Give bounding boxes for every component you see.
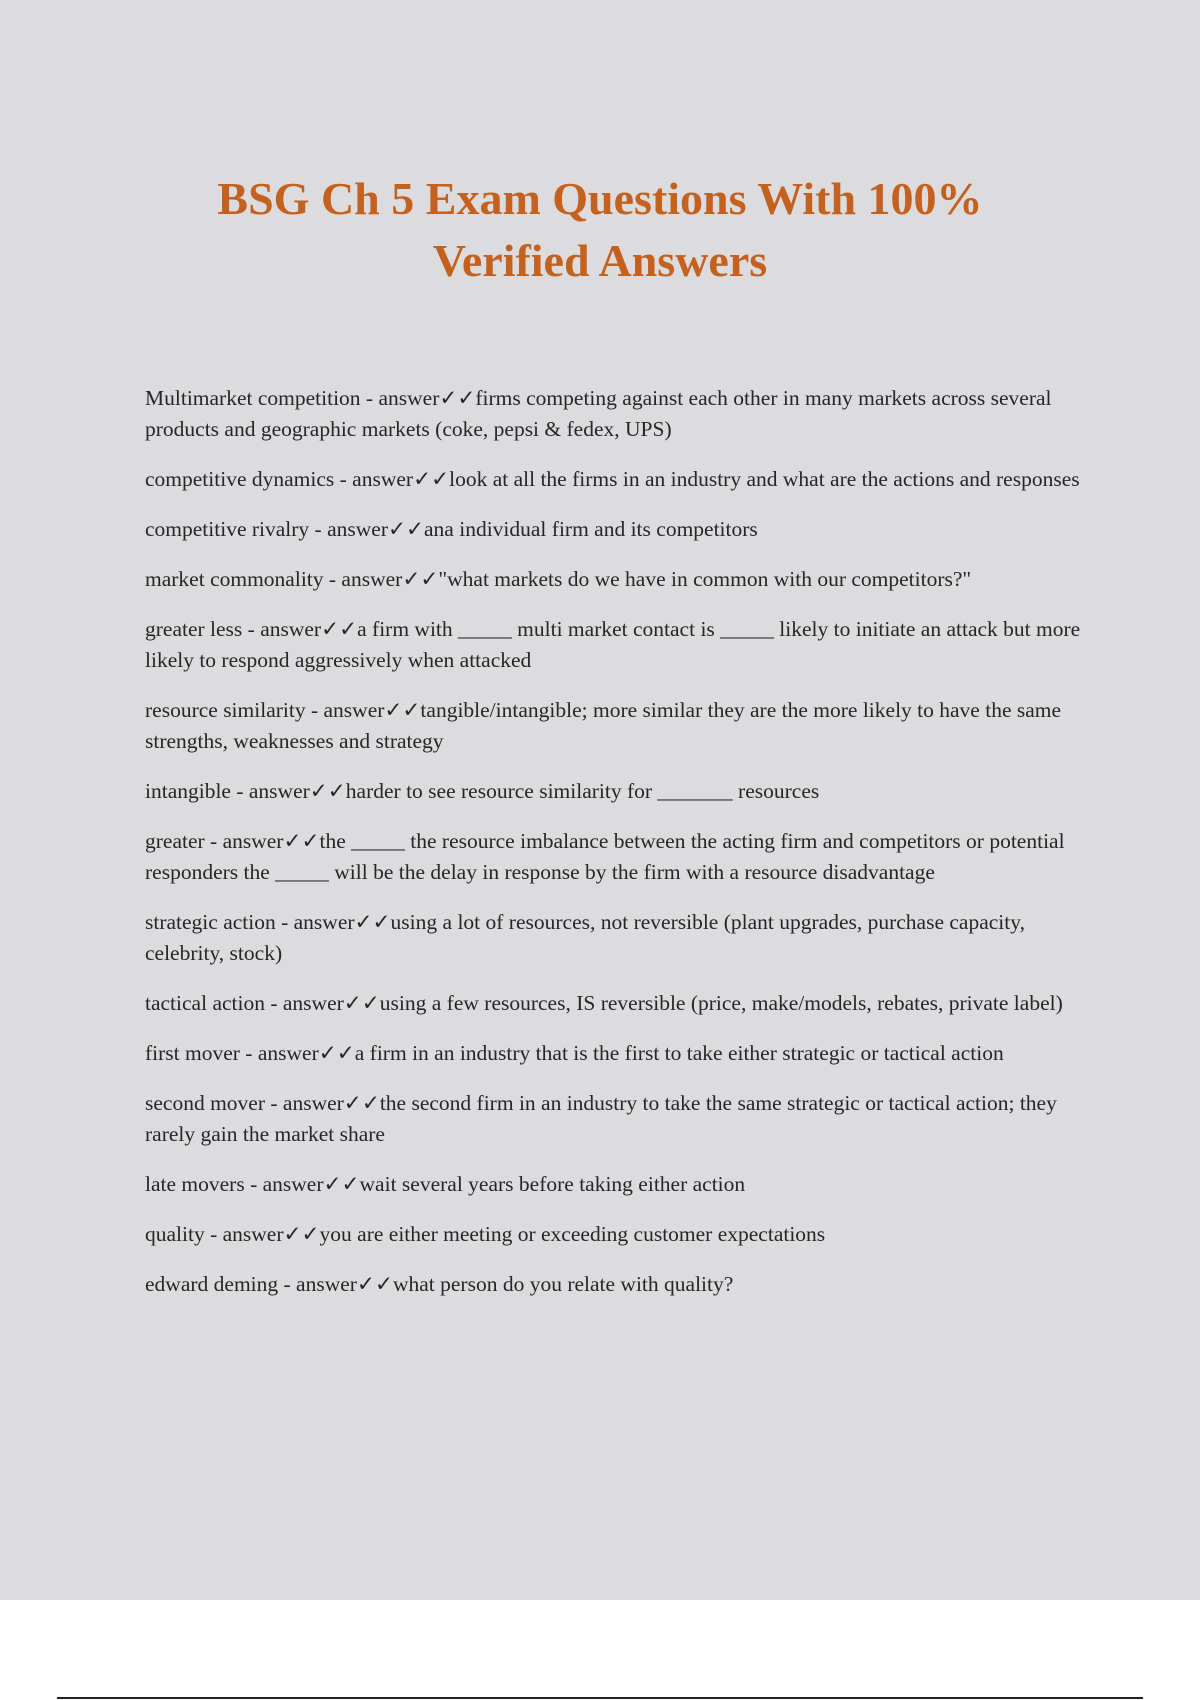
qa-item: greater - answer✓✓the _____ the resource imbalance between the acting firm and competitors or potential responders the _____ will be the delay in response by the firm with a resource disadvantage [145,829,1070,884]
qa-item: strategic action - answer✓✓using a lot of resources, not reversible (plant upgrades, purchase capacity, celebrity, stock) [145,910,1031,965]
document-title-line-2: Verified Answers [432,235,768,286]
qa-item: greater less - answer✓✓a firm with _____ multi market contact is _____ likely to initiate an attack but more likely to respond aggressively when attacked [145,617,1086,672]
qa-item: competitive dynamics - answer✓✓look at all the firms in an industry and what are the actions and responses [145,467,1080,491]
qa-item: edward deming - answer✓✓what person do you relate with quality? [145,1272,734,1296]
document-title [100,168,1100,292]
qa-item: market commonality - answer✓✓"what markets do we have in common with our competitors?" [145,567,972,591]
qa-item: second mover - answer✓✓the second firm in an industry to take the same strategic or tactical action; they rarely gain the market share [145,1091,1063,1146]
qa-item: quality - answer✓✓you are either meeting or exceeding customer expectations [145,1222,826,1246]
qa-item: competitive rivalry - answer✓✓ana individual firm and its competitors [145,517,758,541]
qa-item: Multimarket competition - answer✓✓firms competing against each other in many markets across several products and geographic markets (coke, pepsi & fedex, UPS) [145,386,1057,441]
document-title-line-1: BSG Ch 5 Exam Questions With 100% [217,173,983,224]
qa-item: intangible - answer✓✓harder to see resource similarity for _______ resources [145,779,820,803]
page-divider [57,1697,1143,1699]
qa-item: first mover - answer✓✓a firm in an industry that is the first to take either strategic or tactical action [145,1041,1004,1065]
qa-item: tactical action - answer✓✓using a few resources, IS reversible (price, make/models, rebates, private label) [145,991,1063,1015]
qa-item: resource similarity - answer✓✓tangible/intangible; more similar they are the more likely to have the same strengths, weaknesses and strategy [145,698,1067,753]
qa-item: late movers - answer✓✓wait several years before taking either action [145,1172,746,1196]
qa-list [145,383,1095,1319]
